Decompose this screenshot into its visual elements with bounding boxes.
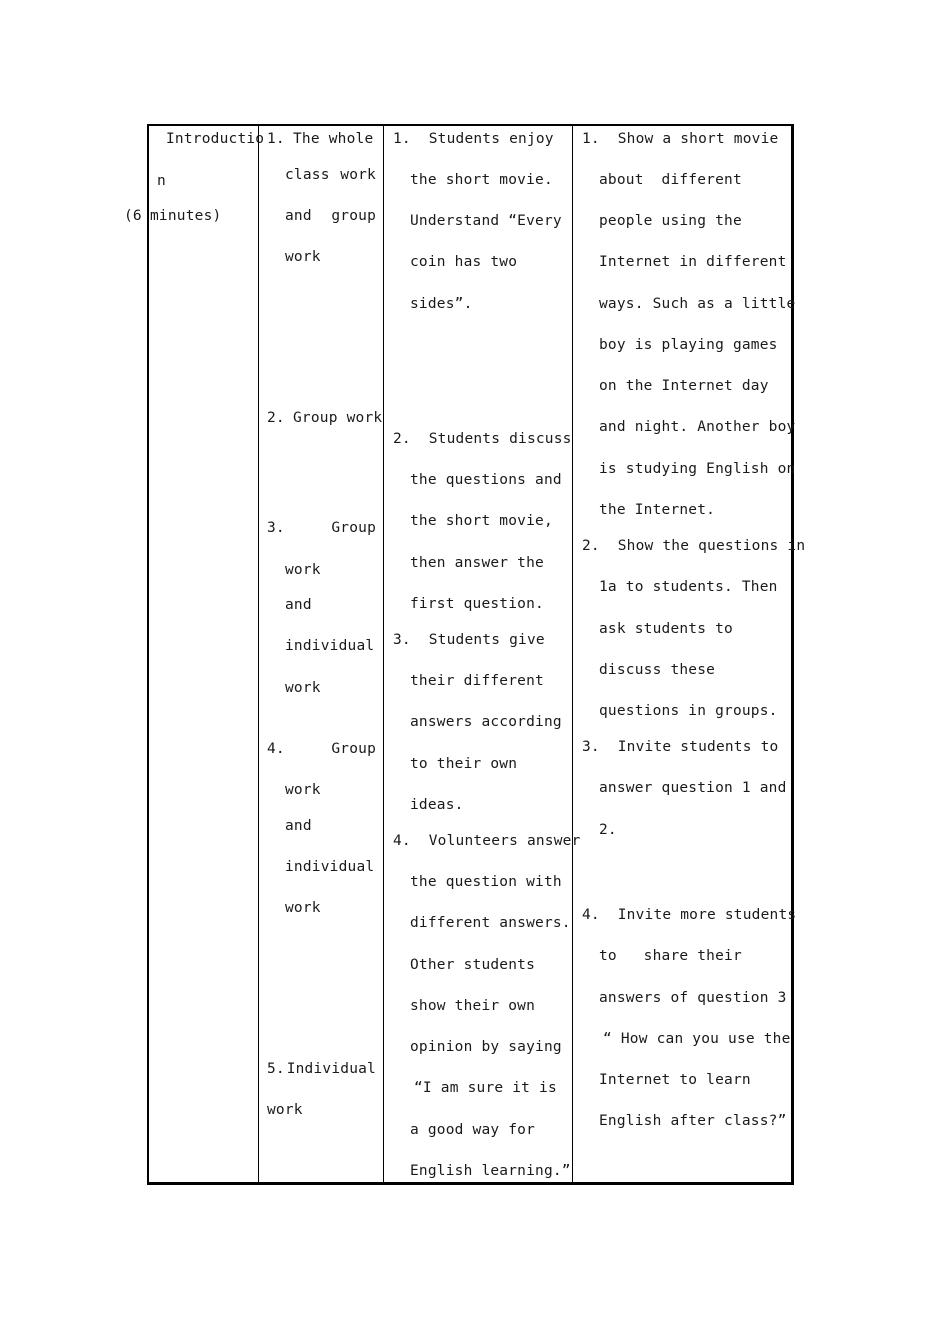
teacher-line: Internet in different [599, 254, 787, 270]
form-1-line4: work [285, 249, 321, 265]
form-2-text: Group work [293, 410, 383, 426]
teacher-line: 1a to students. Then [599, 579, 778, 595]
form-4-line5: work [285, 900, 321, 916]
form-5-line2: work [267, 1102, 303, 1118]
form-1-line3-a: and [285, 208, 312, 224]
student-line: 2. Students discuss [393, 431, 572, 447]
student-line: sides”. [410, 296, 473, 312]
student-line: the short movie, [410, 513, 553, 529]
form-3-line1-text: Group [331, 520, 376, 536]
teacher-line: 3. Invite students to [582, 739, 779, 755]
student-line: “I am sure it is [414, 1080, 557, 1096]
teacher-line: answers of question 3 [599, 990, 787, 1006]
teacher-line: people using the [599, 213, 742, 229]
form-5-num: 5. [267, 1061, 285, 1077]
form-4-line1-text: Group [331, 741, 376, 757]
form-1-line2 [285, 166, 376, 184]
table-bottom-border [147, 1182, 794, 1185]
form-1-line3 [285, 207, 376, 225]
student-line: their different [410, 673, 544, 689]
student-line: coin has two [410, 254, 518, 270]
student-line: the questions and [410, 472, 562, 488]
student-line: to their own [410, 756, 518, 772]
teacher-line: 4. Invite more students [582, 907, 797, 923]
column-divider-1 [258, 124, 259, 1185]
form-5-line1 [267, 1060, 376, 1078]
form-2-num: 2. [267, 410, 285, 426]
table-left-border [147, 124, 149, 1185]
teacher-line: 2. [599, 822, 617, 838]
form-3-num: 3. [267, 520, 285, 536]
teacher-line: is studying English on [599, 461, 796, 477]
table-top-border [147, 124, 794, 126]
stage-name-line1: Introductio [166, 131, 265, 147]
teacher-line: and night. Another boy [599, 419, 796, 435]
form-1-line1: The whole [293, 131, 374, 147]
stage-name-line2: n [157, 173, 166, 189]
teacher-line: 2. Show the questions in [582, 538, 806, 554]
stage-time-part1: (6 [124, 208, 142, 224]
form-1-line2-b: work [340, 167, 376, 183]
form-1-num: 1. [267, 131, 285, 147]
student-line: first question. [410, 596, 544, 612]
teacher-line: “ How can you use the [603, 1031, 791, 1047]
teacher-line: ways. Such as a little [599, 296, 796, 312]
teacher-line: the Internet. [599, 502, 716, 518]
stage-time-part2: minutes) [150, 208, 222, 224]
student-line: then answer the [410, 555, 544, 571]
teacher-line: answer question 1 and [599, 780, 787, 796]
teacher-line: questions in groups. [599, 703, 778, 719]
teacher-line: ask students to [599, 621, 733, 637]
teacher-line: discuss these [599, 662, 716, 678]
student-line: ideas. [410, 797, 464, 813]
student-line: show their own [410, 998, 536, 1014]
teacher-line: English after class?” [599, 1113, 787, 1129]
form-4-line2: work [285, 782, 321, 798]
teacher-line: to share their [599, 948, 742, 964]
form-3-line4: individual [285, 638, 375, 654]
student-line: 3. Students give [393, 632, 545, 648]
form-5-line1-text: Individual [286, 1061, 376, 1077]
form-3-line2: work [285, 562, 321, 578]
student-line: the short movie. [410, 172, 553, 188]
form-1-line3-b: group [331, 208, 376, 224]
teacher-line: 1. Show a short movie [582, 131, 779, 147]
student-line: different answers. [410, 915, 571, 931]
column-divider-2 [383, 124, 384, 1185]
student-line: Understand “Every [410, 213, 562, 229]
form-3-line5: work [285, 680, 321, 696]
form-3-line1 [267, 519, 376, 537]
teacher-line: on the Internet day [599, 378, 769, 394]
table-right-border [791, 124, 794, 1185]
teacher-line: about different [599, 172, 742, 188]
student-line: English learning.” [410, 1163, 571, 1179]
form-4-line3: and [285, 818, 312, 834]
form-4-line1 [267, 740, 376, 758]
student-line: 4. Volunteers answer [393, 833, 581, 849]
form-4-line4: individual [285, 859, 375, 875]
student-line: Other students [410, 957, 536, 973]
column-divider-3 [572, 124, 573, 1185]
form-3-line3: and [285, 597, 312, 613]
student-line: the question with [410, 874, 562, 890]
student-line: 1. Students enjoy [393, 131, 554, 147]
teacher-line: boy is playing games [599, 337, 778, 353]
teacher-line: Internet to learn [599, 1072, 751, 1088]
form-1-line2-a: class [285, 167, 330, 183]
student-line: a good way for [410, 1122, 536, 1138]
form-4-num: 4. [267, 741, 285, 757]
student-line: answers according [410, 714, 562, 730]
student-line: opinion by saying [410, 1039, 562, 1055]
